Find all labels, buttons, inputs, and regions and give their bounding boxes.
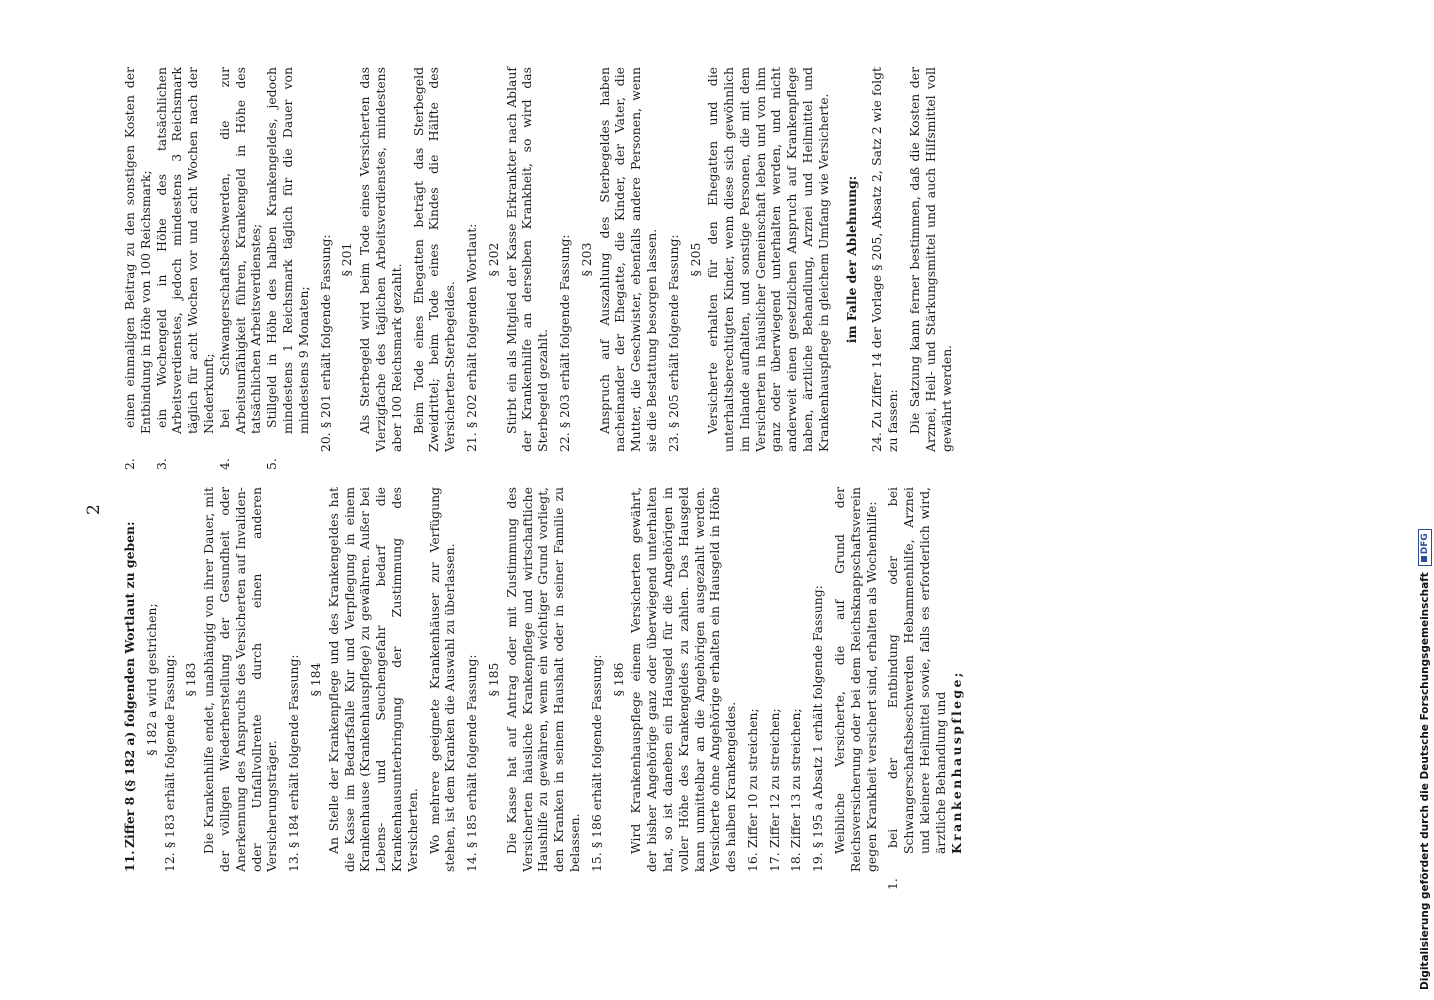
section-201-text-1: Als Sterbegeld wird beim Tode eines Versicherten das Vierzigfache des täglichen Arbeitsverdienstes, mindestens aber 100 Reichsmark gezahlt. <box>357 67 404 452</box>
wochenhilfe-point-3: 3.ein Wochengeld in Höhe des tatsächlichen Arbeitsverdienstes, jedoch mindestens 3 Reichsmark täglich für acht Wochen vor und acht Wochen nach der Niederkunft; <box>153 67 216 470</box>
wochenhilfe-point-4: 4.bei Schwangerschaftsbeschwerden, die zur Arbeitsunfähigkeit führen, Krankengeld in Höhe des tatsächlichen Arbeitsverdienstes; <box>216 67 264 470</box>
item-22: 22.§ 203 erhält folgende Fassung: <box>556 234 572 452</box>
section-186-text: Wird Krankenhauspflege einem Versicherten gewährt, der bisher Angehörige ganz oder überwiegend unterhalten hat, so ist daneben ein Hausgeld für die Angehörigen in voller Höhe des Krankengeldes zu zahlen. Das Hausgeld kann unmittelbar an die Angehörigen ausgezahlt werden. Versicherte ohne Angehörige erhalten ein Hausgeld in Höhe des halben Krankengeldes. <box>628 487 739 872</box>
section-205-text: Versicherte erhalten für den Ehegatten und die unterhaltsberechtigten Kinder, wenn diese sich gewöhnlich im Inlande aufhalten, und sonstige Personen, die mit dem Versicherten in häuslicher Gemeinschaft leben und von ihm ganz oder überwiegend unterhalten werden, und nicht anderweit einen gesetzlichen Anspruch auf Krankenpflege haben, ärztliche Behandlung, Arznei und Heilmittel und Krankenhauspflege in gleichem Umfang wie Versicherte. <box>705 67 831 452</box>
section-183-heading: § 183 <box>183 662 199 697</box>
item-15: 15.§ 186 erhält folgende Fassung: <box>588 654 604 872</box>
section-201-text-2: Beim Tode eines Ehegatten beträgt das Sterbegeld Zweidrittel; beim Tode eines Kindes die Hälfte des Versicherten-Sterbegeldes. <box>410 67 458 452</box>
section-186-heading: § 186 <box>610 662 626 697</box>
item-19: 19.§ 195 a Absatz 1 erhält folgende Fassung: <box>810 585 826 872</box>
item-20: 20.§ 201 erhält folgende Fassung: <box>317 234 333 452</box>
item-24-text: Die Satzung kann ferner bestimmen, daß die Kosten der Arznei, Heil- und Stärkungsmittel und auch Hilfsmittel voll gewährt werden. <box>907 67 954 452</box>
item-24: 24.Zu Ziffer 14 der Vorlage § 205, Absatz 2, Satz 2 wie folgt zu fassen: <box>869 67 901 452</box>
item-23: 23.§ 205 erhält folgende Fassung: <box>665 234 681 452</box>
wochenhilfe-point-5: 5.Stillgeld in Höhe des halben Krankengeldes, jedoch mindestens 1 Reichsmark täglich für die Dauer von mindestens 9 Monaten; <box>264 67 311 470</box>
item-21: 21.§ 202 erhält folgenden Wortlaut: <box>463 223 479 452</box>
item-18: 18.Ziffer 13 zu streichen; <box>788 708 804 872</box>
section-203-text: Anspruch auf Auszahlung des Sterbegeldes haben nacheinander der Ehegatte, die Kinder, der Vater, die Mutter, die Geschwister, ebenfalls andere Personen, wenn sie die Bestattung besorgen lassen. <box>596 67 659 452</box>
item-12: 12.§ 183 erhält folgende Fassung: <box>161 654 177 872</box>
section-184-text-1: An Stelle der Krankenpflege und des Krankengeldes hat die Kasse im Bedarfsfalle Kur und Verpflegung in einem Krankenhause (Krankenhauspflege) zu gewähren. Außer bei Lebens- und Seuchengefahr bedarf die Krankenhausunterbringung der Zustimmung des Versicherten. <box>325 487 420 872</box>
section-201-heading: § 201 <box>339 242 355 277</box>
item-14: 14.§ 185 erhält folgende Fassung: <box>464 654 480 872</box>
section-195a-point-1: 1.bei der Entbindung oder bei Schwangerschaftsbeschwerden Hebammenhilfe, Arznei und kleinere Heilmittel sowie, falls es erforderlich wird, ärztliche Behandlung und <box>885 487 948 890</box>
section-202-heading: § 202 <box>485 242 501 277</box>
section-195a-point-1-end: Krankenhauspflege; <box>948 670 964 854</box>
section-202-text: Stirbt ein als Mitglied der Kasse Erkrankter nach Ablauf der Krankenhilfe an derselben Krankheit, so wird das Sterbegeld gezahlt. <box>503 67 551 452</box>
section-184-heading: § 184 <box>307 662 323 697</box>
item-11: 11.Ziffer 8 (§ 182 a) folgenden Wortlaut zu geben: <box>122 521 137 872</box>
item-16: 16.Ziffer 10 zu streichen; <box>744 708 760 872</box>
item-13: 13.§ 184 erhält folgende Fassung: <box>286 654 302 872</box>
section-205-heading: § 205 <box>687 242 703 277</box>
section-185-heading: § 185 <box>485 662 501 697</box>
left-column <box>122 487 970 890</box>
right-column <box>122 67 960 470</box>
section-185-text: Die Kasse hat auf Antrag oder mit Zustimmung des Versicherten häusliche Krankenpflege und wirtschaftliche Haushilfe zu gewähren, wenn ein wichtiger Grund vorliegt, den Kranken in seinem Haushalt oder in seiner Familie zu belassen. <box>503 487 582 872</box>
section-195a-intro: Weibliche Versicherte, die auf Grund der Reichsversicherung oder bei dem Reichsknappschaftsverein gegen Krankheit versichert sind, erhalten als Wochenhilfe: <box>832 487 879 872</box>
rejection-heading: im Falle der Ablehnung: <box>843 175 859 344</box>
digitization-credit-text: Digitalisierung gefördert durch die Deutsche Forschungsgemeinschaft <box>1419 572 1431 990</box>
wochenhilfe-point-2: 2.einen einmaligen Beitrag zu den sonstigen Kosten der Entbindung in Höhe von 100 Reichsmark; <box>122 67 153 470</box>
item-17: 17.Ziffer 12 zu streichen; <box>766 708 782 872</box>
section-183-text: Die Krankenhilfe endet, unabhängig von ihrer Dauer, mit der völligen Wiederherstellung der Gesundheit oder Anerkennung des Anspruchs des Versicherten auf Invaliden- oder Unfallvollrente durch einen anderen Versicherungsträger. <box>201 487 280 872</box>
digitization-credit-bar <box>1412 0 1434 1000</box>
section-203-heading: § 203 <box>578 242 594 277</box>
section-184-text-2: Wo mehrere geeignete Krankenhäuser zur Verfügung stehen, ist dem Kranken die Auswahl zu überlassen. <box>426 487 458 872</box>
dfg-logo: DFG <box>1418 529 1432 566</box>
item-11-body: § 182 a wird gestrichen; <box>143 603 159 756</box>
page-number: 2 <box>84 504 104 515</box>
